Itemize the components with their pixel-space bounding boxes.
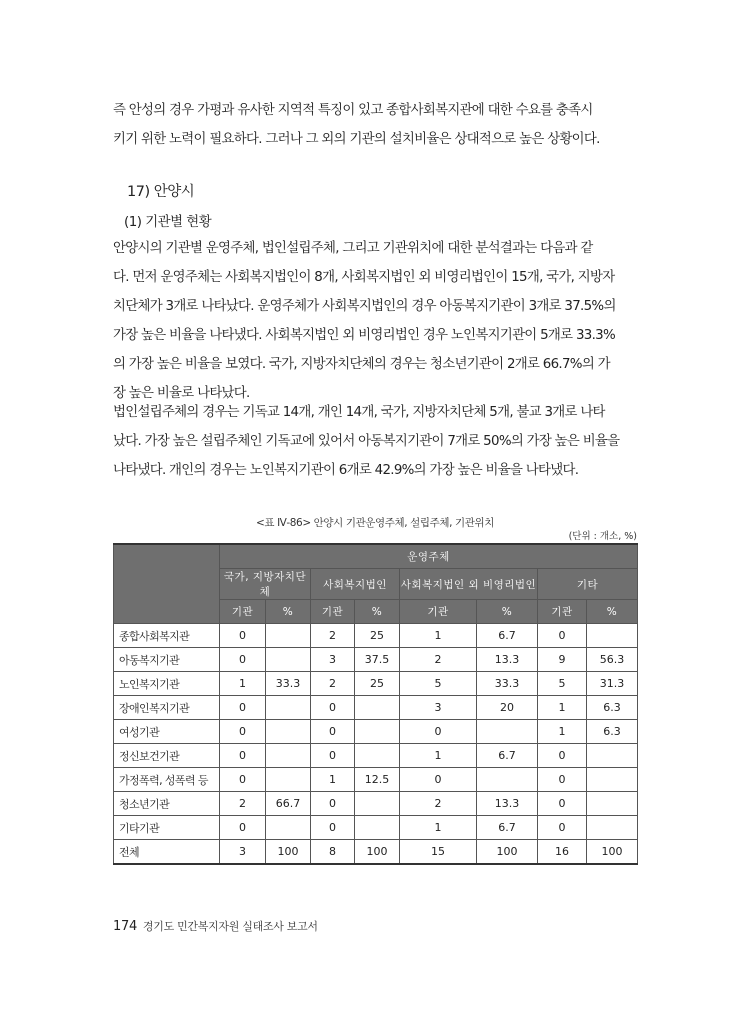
table-cell: 0 bbox=[220, 720, 266, 744]
paragraph-line: 의 가장 높은 비율을 보였다. 국가, 지방자치단체의 경우는 청소년기관이 2개로 66.7%의 가 bbox=[113, 357, 610, 372]
table-row bbox=[114, 648, 638, 672]
table-cell: 1 bbox=[538, 720, 587, 744]
table-cell: 1 bbox=[538, 696, 587, 720]
table-body bbox=[114, 624, 638, 865]
table-cell: 100 bbox=[266, 840, 311, 865]
table-cell: 0 bbox=[311, 792, 355, 816]
table-cell: 2 bbox=[400, 648, 477, 672]
paragraph-line: 다. 먼저 운영주체는 사회복지법인이 8개, 사회복지법인 외 비영리법인이 15개, 국가, 지방자 bbox=[113, 270, 615, 285]
table-cell: 2 bbox=[311, 624, 355, 648]
table-cell: 100 bbox=[477, 840, 538, 865]
section-title: 17) 안양시 bbox=[127, 184, 195, 200]
table-cell: 20 bbox=[477, 696, 538, 720]
paragraph-line: 나타냈다. 개인의 경우는 노인복지기관이 6개로 42.9%의 가장 높은 비율을 나타냈다. bbox=[113, 463, 579, 478]
table-cell: 0 bbox=[538, 768, 587, 792]
table-row bbox=[114, 792, 638, 816]
table-cell: 5 bbox=[538, 672, 587, 696]
table-cell bbox=[587, 624, 638, 648]
table-cell bbox=[266, 744, 311, 768]
table-cell: 0 bbox=[400, 720, 477, 744]
category-header: 기타 bbox=[538, 569, 638, 600]
table-cell: 0 bbox=[538, 816, 587, 840]
row-label: 종합사회복지관 bbox=[114, 624, 220, 648]
table-cell: 0 bbox=[538, 744, 587, 768]
row-label: 여성기관 bbox=[114, 720, 220, 744]
table-row bbox=[114, 744, 638, 768]
table-row bbox=[114, 624, 638, 648]
table-cell: 6.7 bbox=[477, 744, 538, 768]
intro-paragraph bbox=[113, 96, 637, 154]
table-cell: 100 bbox=[355, 840, 400, 865]
table-cell: 37.5 bbox=[355, 648, 400, 672]
table-corner-cell bbox=[114, 544, 220, 624]
sub-header: 기관 bbox=[400, 600, 477, 624]
table-cell: 12.5 bbox=[355, 768, 400, 792]
table-cell: 25 bbox=[355, 672, 400, 696]
table-cell: 2 bbox=[311, 672, 355, 696]
sub-header: % bbox=[266, 600, 311, 624]
table-cell: 0 bbox=[220, 624, 266, 648]
table-cell: 13.3 bbox=[477, 792, 538, 816]
table-cell bbox=[477, 768, 538, 792]
table-row bbox=[114, 672, 638, 696]
table-cell: 0 bbox=[220, 816, 266, 840]
table-cell: 33.3 bbox=[266, 672, 311, 696]
report-title: 경기도 민간복지자원 실태조사 보고서 bbox=[142, 920, 318, 933]
paragraph-line: 치단체가 3개로 나타났다. 운영주체가 사회복지법인의 경우 아동복지기관이 3개로 37.5%의 bbox=[113, 299, 616, 314]
table-unit-note: (단위 : 개소, %) bbox=[568, 531, 637, 542]
body-paragraph-2 bbox=[113, 398, 637, 485]
table-cell: 1 bbox=[220, 672, 266, 696]
table-row bbox=[114, 840, 638, 865]
sub-header: 기관 bbox=[311, 600, 355, 624]
table-cell bbox=[355, 792, 400, 816]
table-cell: 0 bbox=[400, 768, 477, 792]
table-cell: 2 bbox=[400, 792, 477, 816]
table-cell bbox=[355, 744, 400, 768]
page-number: 174 bbox=[113, 919, 137, 934]
table-cell: 0 bbox=[220, 696, 266, 720]
table-cell: 6.7 bbox=[477, 816, 538, 840]
table-cell: 3 bbox=[220, 840, 266, 865]
row-label: 기타기관 bbox=[114, 816, 220, 840]
table-cell: 6.3 bbox=[587, 696, 638, 720]
table-cell: 9 bbox=[538, 648, 587, 672]
sub-header: % bbox=[587, 600, 638, 624]
group-header: 운영주체 bbox=[220, 544, 638, 569]
paragraph-line: 법인설립주체의 경우는 기독교 14개, 개인 14개, 국가, 지방자치단체 5개, 불교 3개로 나타 bbox=[113, 405, 605, 420]
table-row bbox=[114, 720, 638, 744]
paragraph-line: 안양시의 기관별 운영주체, 법인설립주체, 그리고 기관위치에 대한 분석결과는 다음과 같 bbox=[113, 241, 593, 256]
table-cell: 0 bbox=[538, 624, 587, 648]
table-cell bbox=[587, 768, 638, 792]
table-cell: 6.3 bbox=[587, 720, 638, 744]
table-cell: 8 bbox=[311, 840, 355, 865]
table-row bbox=[114, 816, 638, 840]
subsection-title: (1) 기관별 현황 bbox=[124, 215, 212, 230]
table-cell: 0 bbox=[220, 648, 266, 672]
sub-header: % bbox=[477, 600, 538, 624]
table-cell: 16 bbox=[538, 840, 587, 865]
table-cell: 33.3 bbox=[477, 672, 538, 696]
table-cell: 1 bbox=[400, 744, 477, 768]
table-cell: 15 bbox=[400, 840, 477, 865]
table-cell: 3 bbox=[311, 648, 355, 672]
table-cell: 1 bbox=[400, 816, 477, 840]
table-cell bbox=[266, 768, 311, 792]
table-cell: 1 bbox=[311, 768, 355, 792]
paragraph-line: 가장 높은 비율을 나타냈다. 사회복지법인 외 비영리법인 경우 노인복지기관이 5개로 33.3% bbox=[113, 328, 615, 343]
table-cell bbox=[355, 696, 400, 720]
table-cell: 0 bbox=[311, 720, 355, 744]
table-cell bbox=[587, 816, 638, 840]
table-cell bbox=[587, 744, 638, 768]
operator-table bbox=[113, 543, 638, 865]
table-cell: 66.7 bbox=[266, 792, 311, 816]
table-row bbox=[114, 696, 638, 720]
table-cell bbox=[587, 792, 638, 816]
table-cell bbox=[266, 816, 311, 840]
table-cell bbox=[266, 720, 311, 744]
row-label: 장애인복지기관 bbox=[114, 696, 220, 720]
page-footer bbox=[113, 918, 318, 934]
table-cell bbox=[355, 720, 400, 744]
table-cell: 31.3 bbox=[587, 672, 638, 696]
sub-header: 기관 bbox=[538, 600, 587, 624]
table-cell: 0 bbox=[311, 696, 355, 720]
table-cell: 6.7 bbox=[477, 624, 538, 648]
table-cell bbox=[266, 648, 311, 672]
paragraph-line: 났다. 가장 높은 설립주체인 기독교에 있어서 아동복지기관이 7개로 50%의 가장 높은 비율을 bbox=[113, 434, 620, 449]
table-caption: <표 Ⅳ-86> 안양시 기관운영주체, 설립주체, 기관위치 bbox=[256, 517, 494, 529]
table-cell: 25 bbox=[355, 624, 400, 648]
table-cell: 0 bbox=[220, 768, 266, 792]
sub-header: % bbox=[355, 600, 400, 624]
table-cell: 0 bbox=[311, 816, 355, 840]
paragraph-line: 장 높은 비율로 나타났다. bbox=[113, 386, 250, 401]
category-header: 사회복지법인 bbox=[311, 569, 400, 600]
row-label: 노인복지기관 bbox=[114, 672, 220, 696]
sub-header: 기관 bbox=[220, 600, 266, 624]
table-cell bbox=[477, 720, 538, 744]
table-cell: 0 bbox=[311, 744, 355, 768]
table-cell: 0 bbox=[538, 792, 587, 816]
table-cell: 3 bbox=[400, 696, 477, 720]
table-cell: 0 bbox=[220, 744, 266, 768]
table-cell bbox=[266, 696, 311, 720]
table-cell: 13.3 bbox=[477, 648, 538, 672]
category-header: 사회복지법인 외 비영리법인 bbox=[400, 569, 538, 600]
intro-line: 즉 안성의 경우 가평과 유사한 지역적 특징이 있고 종합사회복지관에 대한 수요를 충족시 bbox=[113, 103, 593, 118]
table-cell: 2 bbox=[220, 792, 266, 816]
row-label: 청소년기관 bbox=[114, 792, 220, 816]
table-cell: 56.3 bbox=[587, 648, 638, 672]
table-row bbox=[114, 768, 638, 792]
category-header: 국가, 지방자치단체 bbox=[220, 569, 311, 600]
table-cell: 1 bbox=[400, 624, 477, 648]
table-cell: 100 bbox=[587, 840, 638, 865]
row-label: 아동복지기관 bbox=[114, 648, 220, 672]
row-label: 정신보건기관 bbox=[114, 744, 220, 768]
row-label: 가정폭력, 성폭력 등 bbox=[114, 768, 220, 792]
intro-line: 키기 위한 노력이 필요하다. 그러나 그 외의 기관의 설치비율은 상대적으로 높은 상황이다. bbox=[113, 132, 600, 147]
row-label: 전체 bbox=[114, 840, 220, 865]
table-cell: 5 bbox=[400, 672, 477, 696]
table-cell bbox=[355, 816, 400, 840]
table-cell bbox=[266, 624, 311, 648]
body-paragraph-1 bbox=[113, 234, 637, 408]
